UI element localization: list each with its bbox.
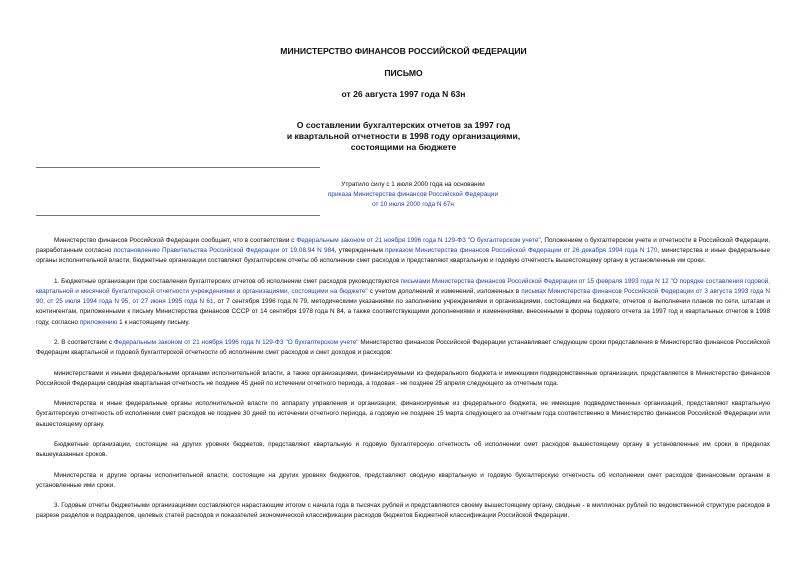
link-government-resolution[interactable]: постановлению Правительства Российской Федерации от 19.08.94 N 984: [113, 247, 335, 255]
text-run: Министерство финансов Российской Федерации устанавливает следующие сроки представления в Министерство финансов Российской Федерации квартальной и годовой бухгалтерской отчетности об исполнении смет расходов и смет доходов и расходов:: [36, 339, 770, 357]
link-letter-1993[interactable]: письмами Министерства финансов Российской Федерации от 15 февраля 1993 года N 12 "О порядке составления годовой, квартальной и месячной бухгалтерской отчетности учреждениями и организациями, состоящими на бюджете": [36, 277, 770, 295]
status-note: [228, 180, 598, 211]
text-run: 1 к настоящему письму.: [117, 318, 190, 326]
paragraph-6: Министерства и другие органы исполнительной власти, состоящие на других уровнях бюджетов, представляют сводную квартальную и годовую бухгалтерскую отчетность об исполнении смет расходов финансовым органам в установленные ими сроки.: [36, 471, 770, 489]
ministry-title: МИНИСТЕРСТВО ФИНАНСОВ РОССИЙСКОЙ ФЕДЕРАЦИИ: [280, 46, 527, 56]
text-run: , министерства и иные федеральные органы исполнительной власти, бюджетные организации составляют бухгалтерские отчеты об исполнении смет расходов и представляют квартальную и годовую отчетность вышестоящему органу в установленные им сроки.: [36, 247, 771, 265]
paragraph-1: [36, 277, 770, 328]
link-federal-law[interactable]: Федеральным законом от 21 ноября 1996 года N 129-ФЗ "О бухгалтерском учете": [296, 237, 541, 244]
divider-bottom: [36, 215, 320, 216]
paragraph-3: министерствами и иными федеральными органами исполнительной власти, а также организациями, финансируемыми из федерального бюджета и имеющими подведомственные организации, представляется в Министерство финансов Российской Федерации сводная квартальная отчетность не позднее 45 дней по истечении отчетного периода, а годовая - не позднее 25 апреля следующего за отчетным года.: [36, 369, 770, 387]
text-run: , от 7 сентября 1996 года N 79, методическими указаниями по заполнению учреждениями и организациями, состоящими на бюджете, отчетов о выполнении планов по сети, штатам и контингентам, приложенными к письму Министерства финансов СССР от 14 сентября 1978 года N 84, а также соответствующими дополнениями и изменениями, внесенными в формы годового отчета за 1997 год и квартальных отчетов в 1998 году, согласно: [36, 298, 770, 326]
paragraph-2: [36, 338, 770, 358]
paragraph-7: 3. Годовые отчеты бюджетными организациями составляются нарастающим итогом с начала года в тысячах рублей и представляются своему вышестоящему органу, сводные - в миллионах рублей по ведомственной структуре расходов в разрезе разделов и подразделов, целевых статей расходов и показателей экономической классификации расходов бюджетов Бюджетной классификации Российской Федерации.: [36, 502, 770, 520]
document-body: [36, 236, 770, 532]
document-type: ПИСЬМО: [384, 68, 423, 78]
document-date: от 26 августа 1997 года N 63н: [341, 89, 466, 99]
status-note-link-date[interactable]: от 10 июля 2000 года N 67н: [372, 201, 454, 209]
divider-top: [36, 167, 320, 168]
link-federal-law-2[interactable]: Федеральным законом от 21 ноября 1996 года N 129-ФЗ "О бухгалтерском учете": [113, 339, 359, 346]
status-note-text: Утратило силу с 1 июля 2000 года на основании: [341, 181, 485, 188]
status-note-link-order[interactable]: приказа Министерства финансов Российской Федерации: [327, 191, 499, 199]
paragraph-4: Министерства и иные федеральные органы исполнительной власти по аппарату управления и организации, финансируемые из федерального бюджета, не имеющие подведомственных организаций, представляют квартальную бухгалтерскую отчетность об исполнении смет расходов не позднее 30 дней по истечении отчетного периода, а годовую не позднее 15 марта следующего за отчетным года соответственно в Министерство финансов Российской Федерации или вышестоящему органу.: [36, 400, 770, 428]
text-run: Министерство финансов Российской Федерации сообщает, что в соответствии с: [54, 237, 297, 244]
subject-line-1: О составлении бухгалтерских отчетов за 1997 год: [296, 120, 511, 130]
link-ministry-order[interactable]: приказом Министерства финансов Российской Федерации от 26 декабря 1994 года N 170: [385, 247, 658, 255]
text-run: 2. В соответствии с: [54, 339, 114, 346]
text-run: , Положением о бухгалтерском учете и отчетности в Российской Федерации, разработанным согласно: [36, 237, 771, 255]
subject-line-3: состоящими на бюджете: [350, 142, 457, 152]
text-run: 1. Бюджетные организации при составлении бухгалтерских отчетов об исполнении смет расходов руководствуются: [54, 277, 401, 285]
subject-line-2: и квартальной отчетности в 1998 году организациями,: [286, 131, 521, 141]
text-run: , утвержденным: [334, 247, 386, 255]
paragraph-intro: [36, 236, 770, 267]
link-appendix[interactable]: приложению: [79, 318, 118, 326]
link-letters-amendments[interactable]: письмах Министерства финансов Российской Федерации от 3 августа 1993 года N 90, от 25 июля 1994 года N 95, от 27 июня 1995 года N 61: [36, 288, 770, 306]
paragraph-5: Бюджетные организации, состоящие на других уровнях бюджетов, представляют квартальную и годовую бухгалтерскую отчетность об исполнении смет расходов вышестоящему органу в установленные им сроки в пределах вышеуказанных сроков.: [36, 440, 770, 459]
text-run: с учетом дополнений и изменений, изложенных в: [367, 288, 522, 295]
